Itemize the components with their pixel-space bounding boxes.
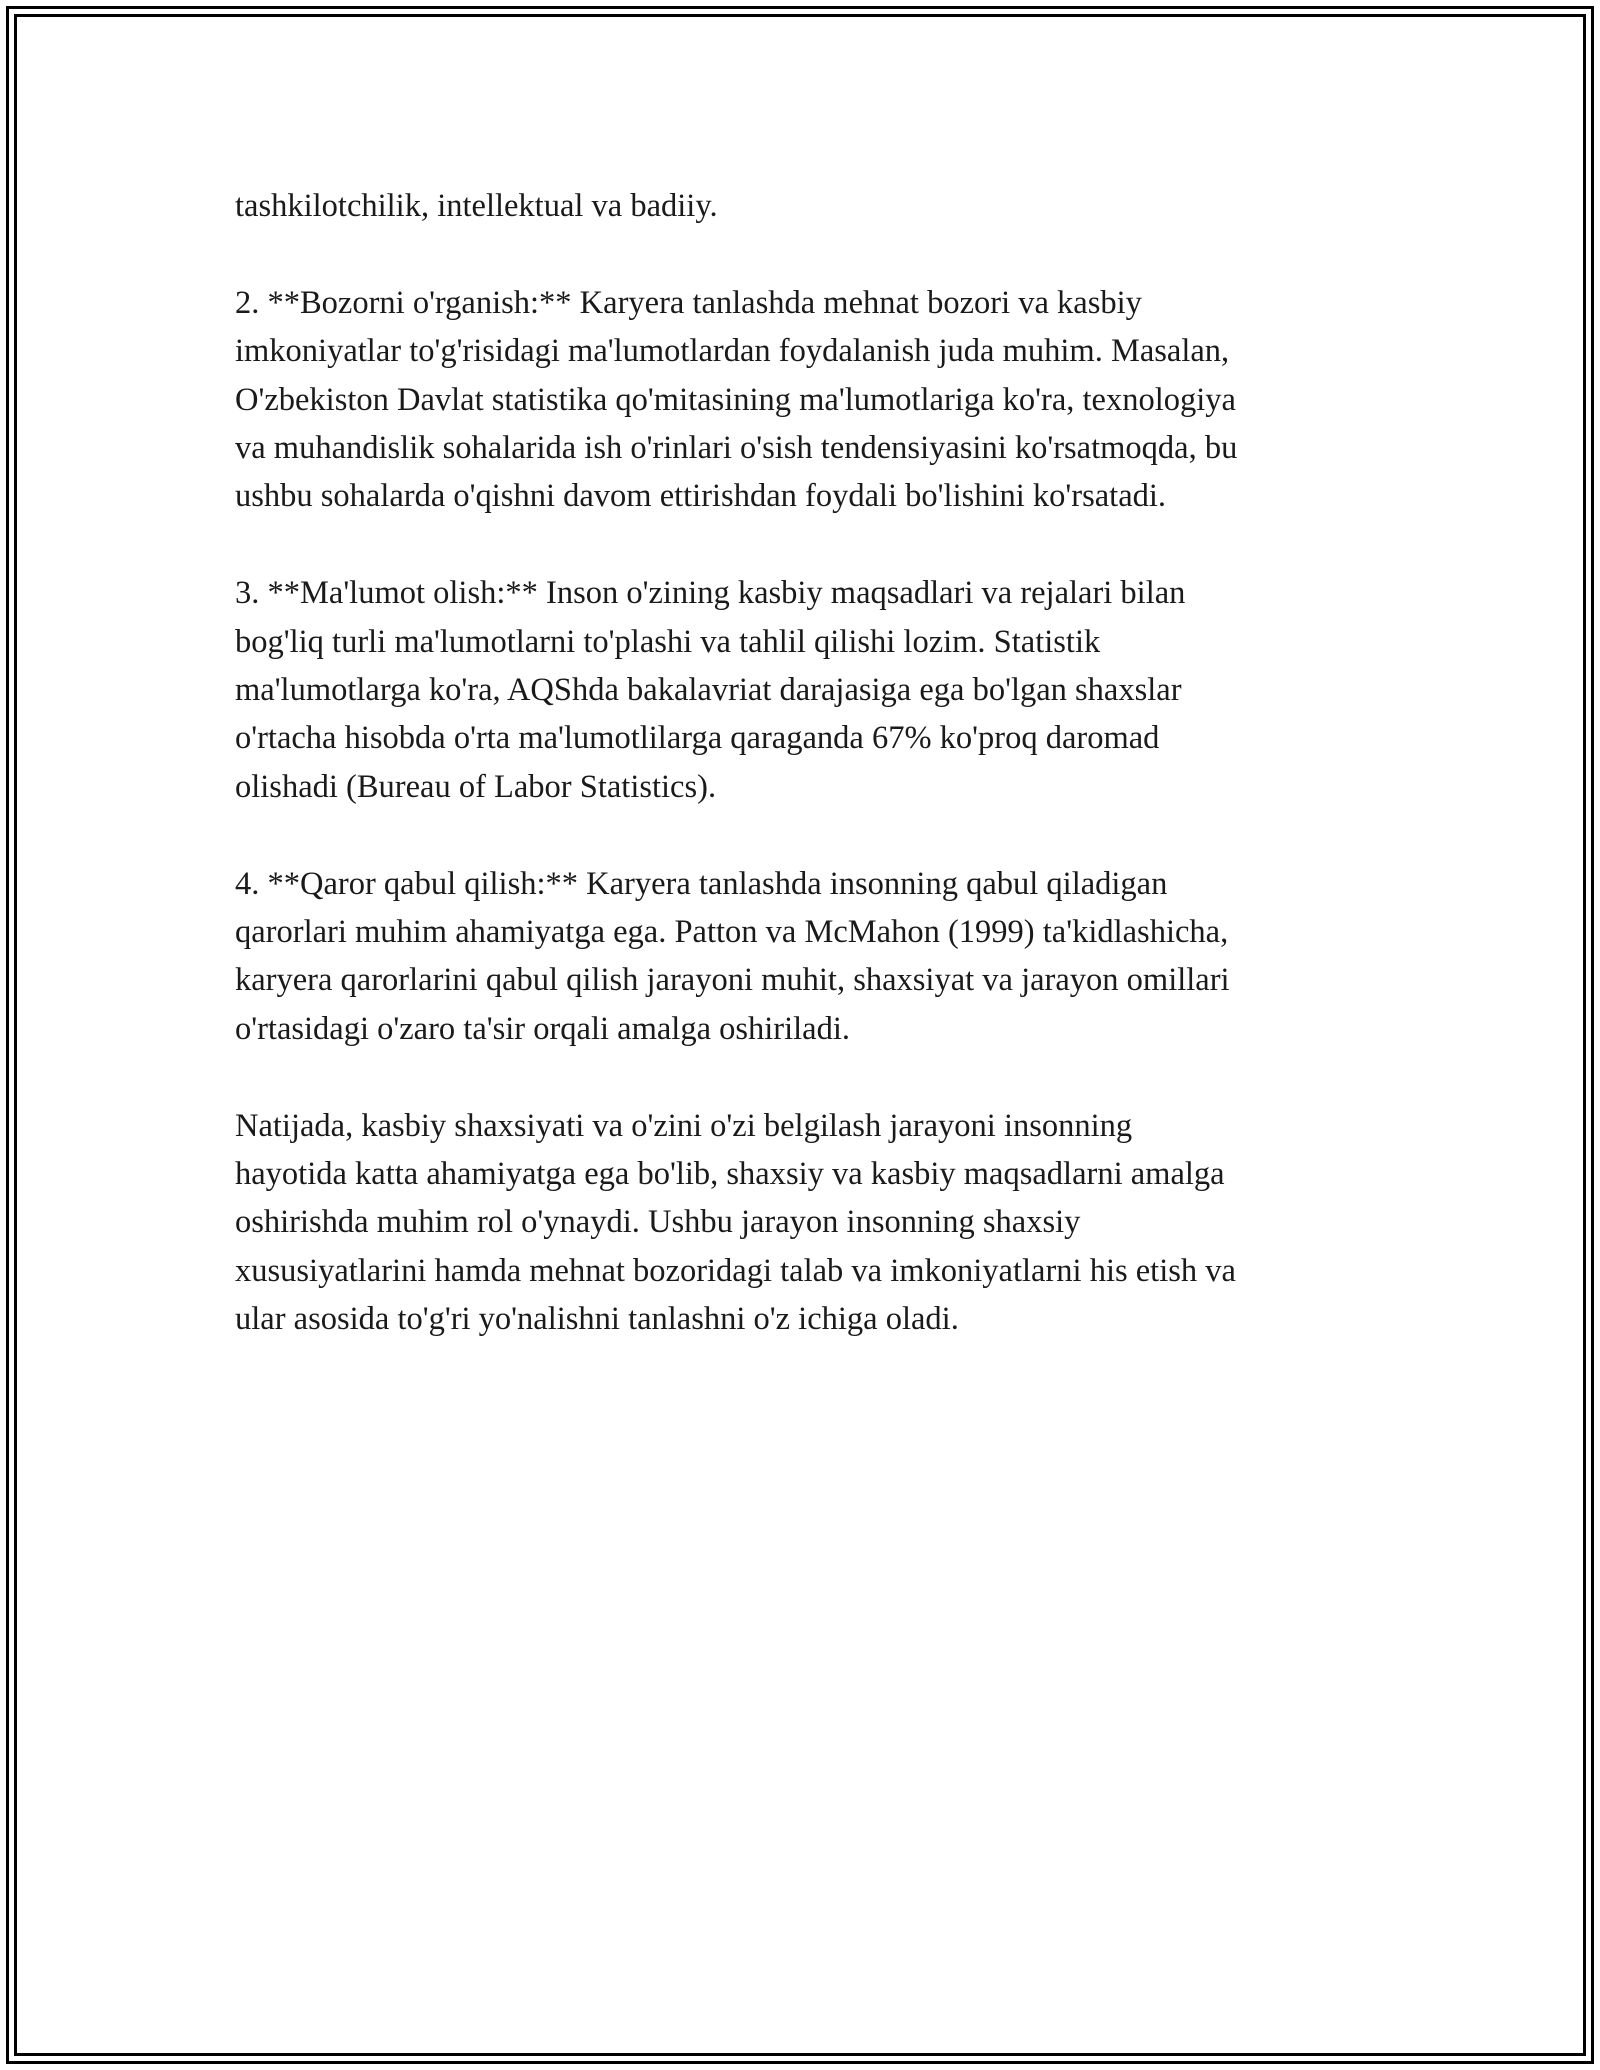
document-body (235, 182, 1375, 1392)
list-item-qaror-qabul-qilish: 4. **Qaror qabul qilish:** Karyera tanlashda insonning qabul qiladigan qarorlari muhim ahamiyatga ega. Patton va McMahon (1999) ta'kidlashicha, karyera qarorlarini qabul qilish jarayoni muhit, shaxsiyat va jarayon omillari o'rtasidagi o'zaro ta'sir orqali amalga oshiriladi. (235, 865, 1230, 1047)
paragraph-continuation: tashkilotchilik, intellektual va badiiy. (235, 188, 718, 224)
list-item-malumot-olish: 3. **Ma'lumot olish:** Inson o'zining kasbiy maqsadlari va rejalari bilan bog'liq turli ma'lumotlarni to'plashi va tahlil qilishi lozim. Statistik ma'lumotlarga ko'ra, AQShda bakalavriat darajasiga ega bo'lgan shaxslar o'rtacha hisobda o'rta ma'lumotlilarga qaraganda 67% ko'proq daromad olishadi (Bureau of Labor Statistics). (235, 575, 1186, 805)
conclusion-paragraph: Natijada, kasbiy shaxsiyati va o'zini o'zi belgilash jarayoni insonning hayotida katta ahamiyatga ega bo'lib, shaxsiy va kasbiy maqsadlarni amalga oshirishda muhim rol o'ynaydi. Ushbu jarayon insonning shaxsiy xususiyatlarini hamda mehnat bozoridagi talab va imkoniyatlarni his etish va ular asosida to'g'ri yo'nalishni tanlashni o'z ichiga oladi. (235, 1107, 1236, 1338)
list-item-bozorni-organish: 2. **Bozorni o'rganish:** Karyera tanlashda mehnat bozori va kasbiy imkoniyatlar to'g'risidagi ma'lumotlardan foydalanish juda muhim. Masalan, O'zbekiston Davlat statistika qo'mitasining ma'lumotlariga ko'ra, texnologiya va muhandislik sohalarida ish o'rinlari o'sish tendensiyasini ko'rsatmoqda, bu ushbu sohalarda o'qishni davom ettirishdan foydali bo'lishini ko'rsatadi. (235, 284, 1238, 515)
